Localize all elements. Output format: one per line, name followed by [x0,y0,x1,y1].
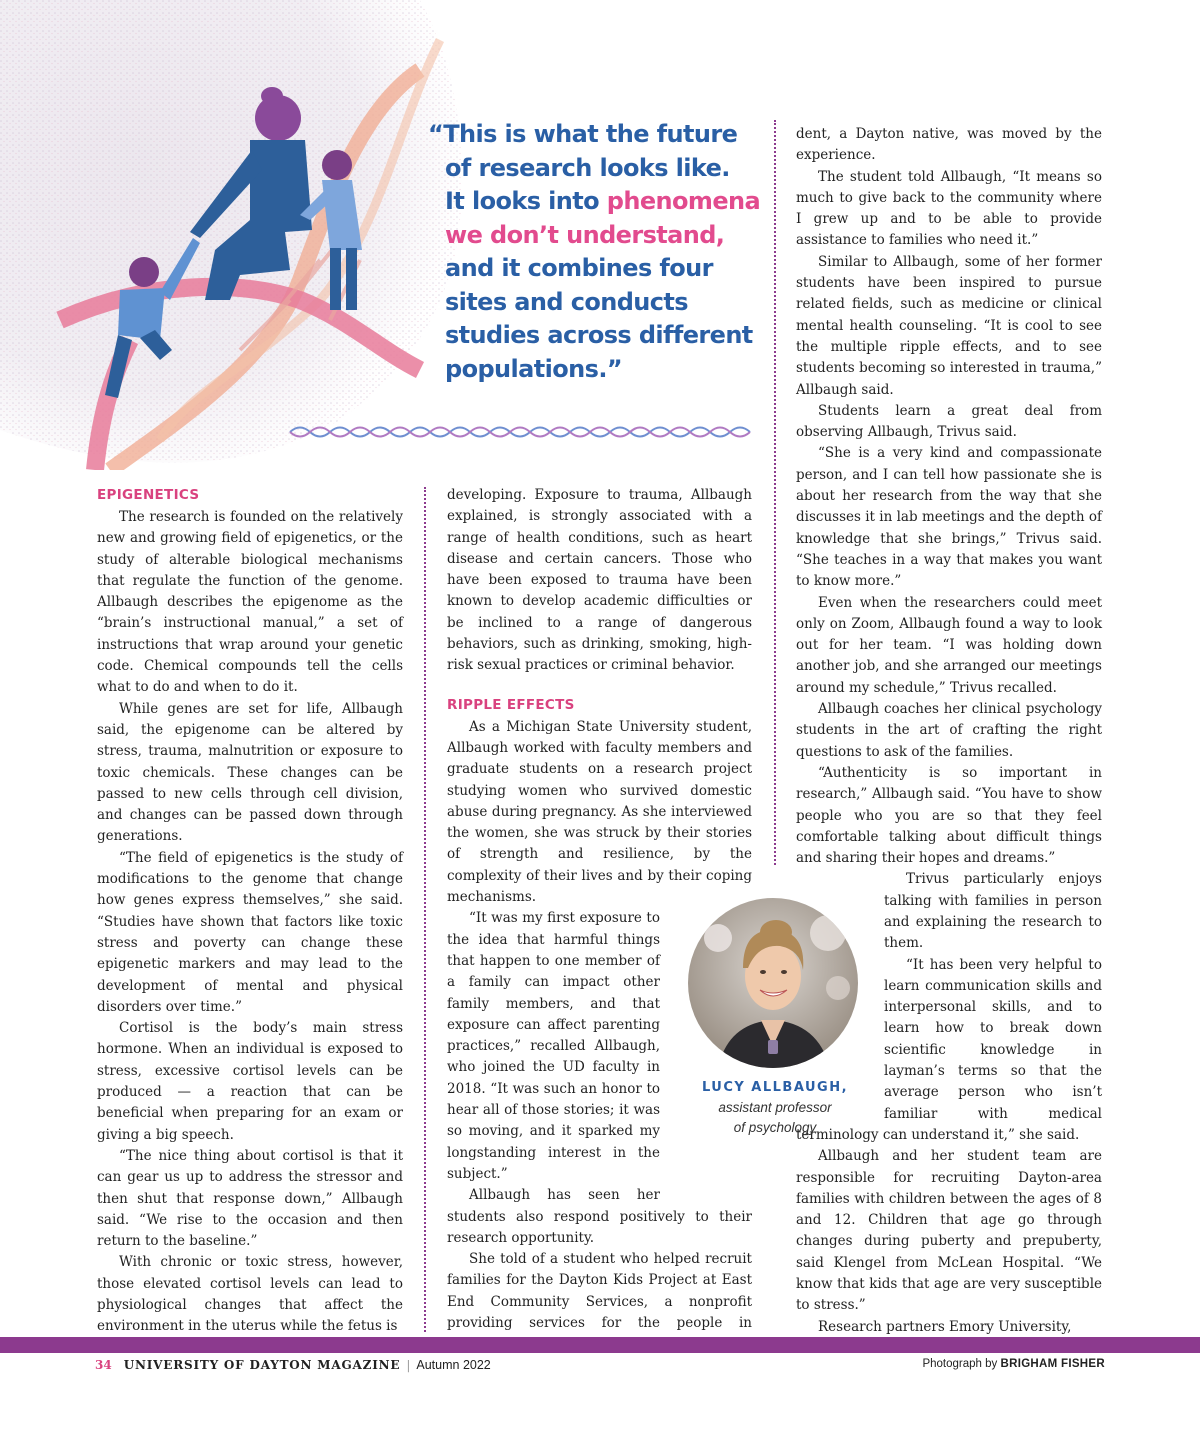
paragraph: “The field of epigenetics is the study of modifications to the genome that change how genes express themselves,” she said. “Studies have shown that factors like toxic stress and poverty can change these epigenetic markers and may lead to the development of mental and physical disorders over time.” [97,849,403,1015]
portrait-photo [688,898,858,1068]
paragraph: She told of a student who helped recruit families for the Dayton Kids Project at East End Community Services, a nonprofit providing services for the people in [447,1251,752,1331]
photo-credit-prefix: Photograph by [922,1358,1001,1370]
section-heading-ripple-effects: RIPPLE EFFECTS [447,696,575,713]
footer-separator: | [406,1358,411,1372]
paragraph: Even when the researchers could meet only on Zoom, Allbaugh found a way to look out for her team. “I was holding down another job, and she arranged our meetings around my schedule,” Trivus recalled. [796,594,1102,696]
caption-name: LUCY ALLBAUGH, [701,1080,849,1095]
column-divider [774,120,776,865]
article-column-1 [97,485,403,1338]
section-heading-epigenetics: EPIGENETICS [97,487,200,503]
paragraph: Students learn a great deal from observing Allbaugh, Trivus said. [796,402,1102,441]
photo-caption [690,1078,860,1138]
paragraph: Allbaugh has seen her students also respond positively to their research opportunity. [447,1187,752,1246]
paragraph: “It was my first exposure to the idea that harmful things that happen to one member of a family can impact other family members, and that exposure can affect parenting practices,” recalled Allbaugh, who joined the UD faculty in 2018. “It was such an honor to hear all of those stories; it was so moving, and it sparked my longstanding interest in the subject.” [447,910,660,1182]
pull-quote-line-8: populations.” [445,354,623,383]
footer-bar [0,1337,1200,1353]
pull-quote-line-1: This is what the future [443,120,738,148]
column-divider [424,487,426,1332]
pull-quote-line-7: studies across different [445,321,753,349]
pull-quote-highlight-1: phenomena [606,187,761,215]
paragraph: As a Michigan State University student, Allbaugh worked with faculty members and graduate students on a research project studying women who survived domestic abuse during pregnancy. As she interviewed the women, she was struck by their stories of strength and resilience, by the complexity of their lives and by their coping mechanisms. [447,718,752,906]
page-footer [95,1358,1105,1380]
magazine-name: UNIVERSITY OF DAYTON MAGAZINE [123,1358,401,1372]
photo-credit-name: BRIGHAM FISHER [1000,1358,1105,1370]
paragraph: With chronic or toxic stress, however, those elevated cortisol levels can lead to physiological changes that affect the environment in the uterus while the fetus is [97,1254,403,1335]
caption-role-line-2: of psychology [733,1120,817,1135]
pull-quote [428,118,761,386]
article-column-2 [447,485,752,1356]
caption-role-line-1: assistant professor [718,1100,832,1115]
pull-quote-line-5: and it combines four [445,254,713,282]
page-number: 34 [95,1358,112,1372]
paragraph: developing. Exposure to trauma, Allbaugh explained, is strongly associated with a range of health conditions, such as heart disease and certain cancers. Those who have been exposed to trauma have been known to develop academic difficulties or be inclined to a range of dangerous behaviors, such as drinking, smoking, high-risk sexual practices or criminal behavior. [447,487,752,674]
issue-label: Autumn 2022 [416,1358,491,1372]
paragraph: “Authenticity is so important in research,” Allbaugh said. “You have to show people who you are so that they feel comfortable talking about difficult things and sharing their hopes and dreams.” [796,764,1102,867]
pull-quote-line-2: of research looks like. [445,153,730,182]
paragraph: Cortisol is the body’s main stress hormone. When an individual is exposed to stress, excessive cortisol levels can be produced — a reaction that can be beneficial when preparing for an exam or giving a big speech. [97,1020,403,1143]
pull-quote-line-3: It looks into [445,187,607,215]
paragraph: The research is founded on the relatively new and growing field of epigenetics, or the study of alterable biological mechanisms that regulate the function of the genome. Allbaugh describes the epigenome as the “brain’s instructional manual,” a set of instructions that wrap around your genetic code. Chemical compounds tell the cells what to do and when to do it. [97,509,403,696]
paragraph: “It has been very helpful to learn communication skills and interpersonal skills, and to learn how to break down scientific knowledge in layman’s terms so that the average person who isn’t familiar with medical terminology can understand it,” she said. [796,956,1102,1143]
paragraph: dent, a Dayton native, was moved by the experience. [796,126,1102,164]
pull-quote-open-mark: “ [428,120,444,148]
paragraph: Trivus particularly enjoys talking with families in person and explaining the research to them. [884,871,1102,952]
pull-quote-highlight-2: we don’t understand, [445,220,725,249]
paragraph: Similar to Allbaugh, some of her former students have been inspired to pursue related fields, such as medicine or clinical mental health counseling. “It is cool to see the multiple ripple effects, and to see students becoming so interested in trauma,” Allbaugh said. [796,253,1102,398]
paragraph: The student told Allbaugh, “It means so much to give back to the community where I grew up and to be able to provide assistance to families who need it.” [796,168,1102,249]
paragraph: “The nice thing about cortisol is that it can gear us up to address the stressor and then shut that response down,” Allbaugh said. “We rise to the occasion and then return to the baseline.” [97,1147,403,1250]
article-column-3 [796,124,1102,1338]
paragraph: While genes are set for life, Allbaugh said, the epigenome can be altered by stress, trauma, malnutrition or exposure to toxic chemicals. These changes can be passed to new cells through cell division, and changes can be passed down through generations. [97,700,403,845]
paragraph: Allbaugh and her student team are responsible for recruiting Dayton-area families with children between the ages of 8 and 12. Children that age go through changes during puberty and prepuberty, said Klengel from McLean Hospital. “We know that kids that age are very susceptible to stress.” [796,1148,1102,1314]
paragraph: “She is a very kind and compassionate person, and I can tell how passionate she is about her research from the way that she discusses it in lab meetings and the depth of knowledge that she brings,” Trivus said. “She teaches in a way that makes you want to know more.” [796,445,1102,590]
paragraph: Research partners Emory University, [818,1318,1072,1335]
photo-credit [922,1358,1105,1370]
pull-quote-line-6: sites and conducts [445,287,688,316]
paragraph: Allbaugh coaches her clinical psychology students in the art of crafting the right questions to ask of the families. [796,701,1102,760]
